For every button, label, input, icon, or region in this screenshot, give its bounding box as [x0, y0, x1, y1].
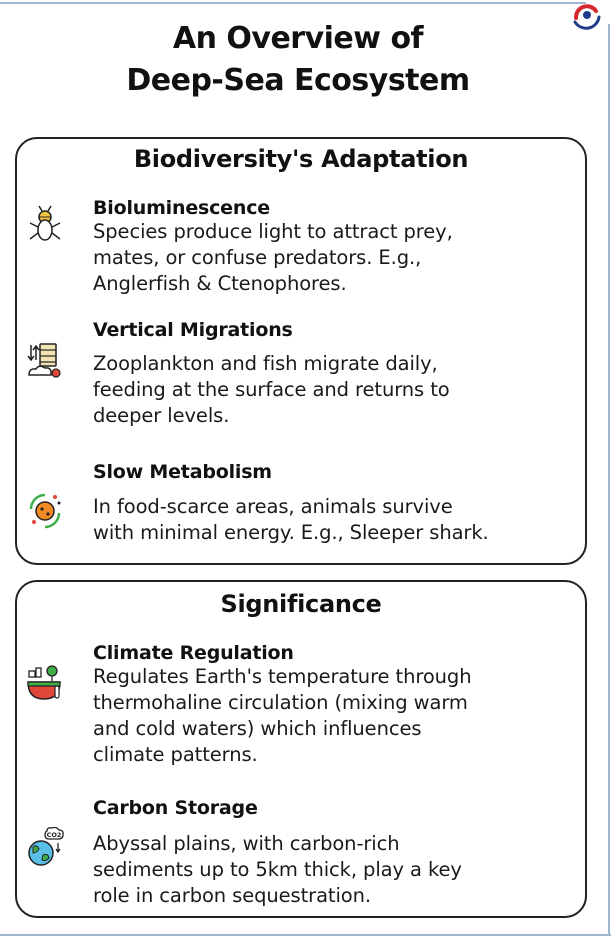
item-description: [93, 664, 563, 768]
migration-icon: [25, 341, 65, 381]
desc-line: Abyssal plains, with carbon-rich: [93, 832, 400, 855]
section-heading: Significance: [220, 590, 382, 618]
title-line-2: Deep-Sea Ecosystem: [126, 63, 470, 98]
metabolism-icon: [25, 489, 65, 529]
adaptation-panel: [15, 137, 587, 565]
section-heading: Biodiversity's Adaptation: [133, 145, 469, 173]
item-description: [93, 494, 563, 546]
desc-line: Regulates Earth's temperature through: [93, 665, 472, 688]
frame-top-border: [0, 2, 586, 4]
page-title: [0, 18, 596, 102]
desc-line: deeper levels.: [93, 404, 230, 427]
significance-panel: [15, 580, 587, 918]
desc-line: Species produce light to attract prey,: [93, 220, 453, 243]
frame-bottom-border: [0, 934, 611, 936]
item-title: Carbon Storage: [93, 797, 258, 819]
desc-line: In food-scarce areas, animals survive: [93, 495, 453, 518]
frame-right-border: [608, 24, 610, 936]
firefly-icon: [25, 205, 65, 245]
co2-label: CO2: [46, 831, 62, 839]
desc-line: Anglerfish & Ctenophores.: [93, 272, 347, 295]
item-title: Climate Regulation: [93, 642, 294, 664]
desc-line: climate patterns.: [93, 743, 258, 766]
item-title: Slow Metabolism: [93, 461, 272, 483]
title-line-1: An Overview of: [172, 21, 424, 56]
climate-icon: [25, 664, 65, 704]
desc-line: with minimal energy. E.g., Sleeper shark.: [93, 521, 489, 544]
desc-line: thermohaline circulation (mixing warm: [93, 691, 468, 714]
desc-line: Zooplankton and fish migrate daily,: [93, 352, 438, 375]
desc-line: mates, or confuse predators. E.g.,: [93, 246, 422, 269]
desc-line: role in carbon sequestration.: [93, 884, 371, 907]
item-title: Bioluminescence: [93, 197, 270, 219]
item-title: Vertical Migrations: [93, 319, 293, 341]
desc-line: sediments up to 5km thick, play a key: [93, 858, 462, 881]
desc-line: and cold waters) which influences: [93, 717, 422, 740]
item-description: [93, 351, 563, 429]
item-description: [93, 219, 563, 297]
desc-line: feeding at the surface and returns to: [93, 378, 450, 401]
co2-earth-icon: [25, 827, 65, 867]
item-description: [93, 831, 563, 909]
